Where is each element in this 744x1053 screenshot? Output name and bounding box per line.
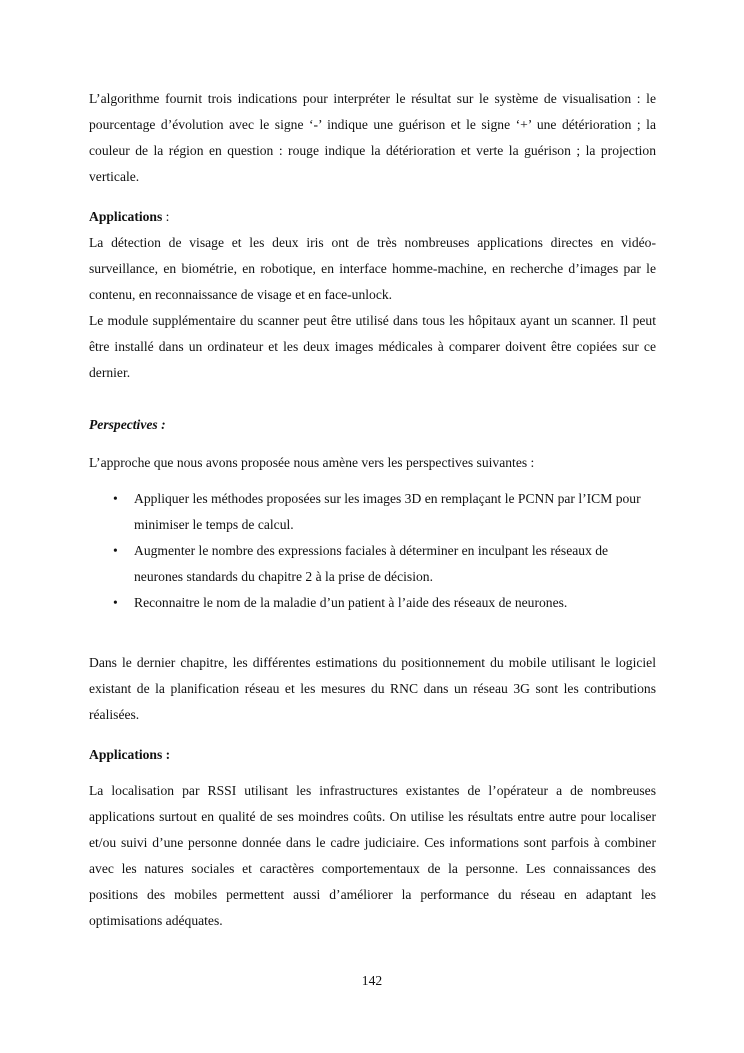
bullet-icon: • [113,595,118,610]
chapter-paragraph: Dans le dernier chapitre, les différentes estimations du positionnement du mobile utilisant le logiciel existant de la planification réseau et les mesures du RNC dans un réseau 3G sont les contributions réalisées. [89,655,656,722]
document-body [89,86,656,934]
list-item [89,538,656,590]
spacer [89,386,656,412]
bullet-icon: • [113,491,118,506]
list-item-text: Reconnaitre le nom de la maladie d’un patient à l’aide des réseaux de neurones. [134,595,568,610]
bullet-icon: • [113,543,118,558]
spacer [89,476,656,486]
applications-heading-1 [89,204,656,230]
applications-paragraph-3: La localisation par RSSI utilisant les infrastructures existantes de l’opérateur a de nombreuses applications surtout en qualité de ses moindres coûts. On utilise les résultats entre autre pour localiser et/ou suivi d’une personne donnée dans le cadre judiciaire. Ces informations sont parfois à combiner avec les natures sociales et caractères comportementaux de la personne. Les connaissances des positions des mobiles permettent aussi d’améliorer la performance du réseau en adaptant les optimisations adéquates. [89,783,656,928]
spacer [89,728,656,742]
applications-heading-1-suffix: : [162,209,170,224]
spacer [89,190,656,204]
list-item [89,486,656,538]
page-number: 142 [361,973,383,988]
applications-heading-1-text: Applications [89,209,163,224]
intro-paragraph: L’algorithme fournit trois indications pour interpréter le résultat sur le système de visualisation : le pourcentage d’évolution avec le signe ‘-’ indique une guérison et le signe ‘+’ une détérioration ; la couleur de la région en question : rouge indique la détérioration et verte la guérison ; la projection verticale. [89,91,656,184]
spacer [89,616,656,650]
list-item-text: Appliquer les méthodes proposées sur les images 3D en remplaçant le PCNN par l’ICM pour minimiser le temps de calcul. [134,491,641,532]
applications-heading-2: Applications : [89,747,171,762]
spacer [89,768,656,778]
spacer [89,438,656,450]
perspectives-intro: L’approche que nous avons proposée nous amène vers les perspectives suivantes : [89,455,535,470]
perspectives-heading: Perspectives : [89,417,166,432]
list-item [89,590,656,616]
perspectives-list [89,486,656,616]
applications-paragraph-1: La détection de visage et les deux iris ont de très nombreuses applications directes en vidéo-surveillance, en biométrie, en robotique, en interface homme-machine, en recherche d’images par le contenu, en reconnaissance de visage et en face-unlock. [89,235,656,302]
list-item-text: Augmenter le nombre des expressions faciales à déterminer en inculpant les réseaux de neurones standards du chapitre 2 à la prise de décision. [134,543,609,584]
applications-paragraph-2: Le module supplémentaire du scanner peut être utilisé dans tous les hôpitaux ayant un scanner. Il peut être installé dans un ordinateur et les deux images médicales à comparer doivent être copiées sur ce dernier. [89,313,656,380]
